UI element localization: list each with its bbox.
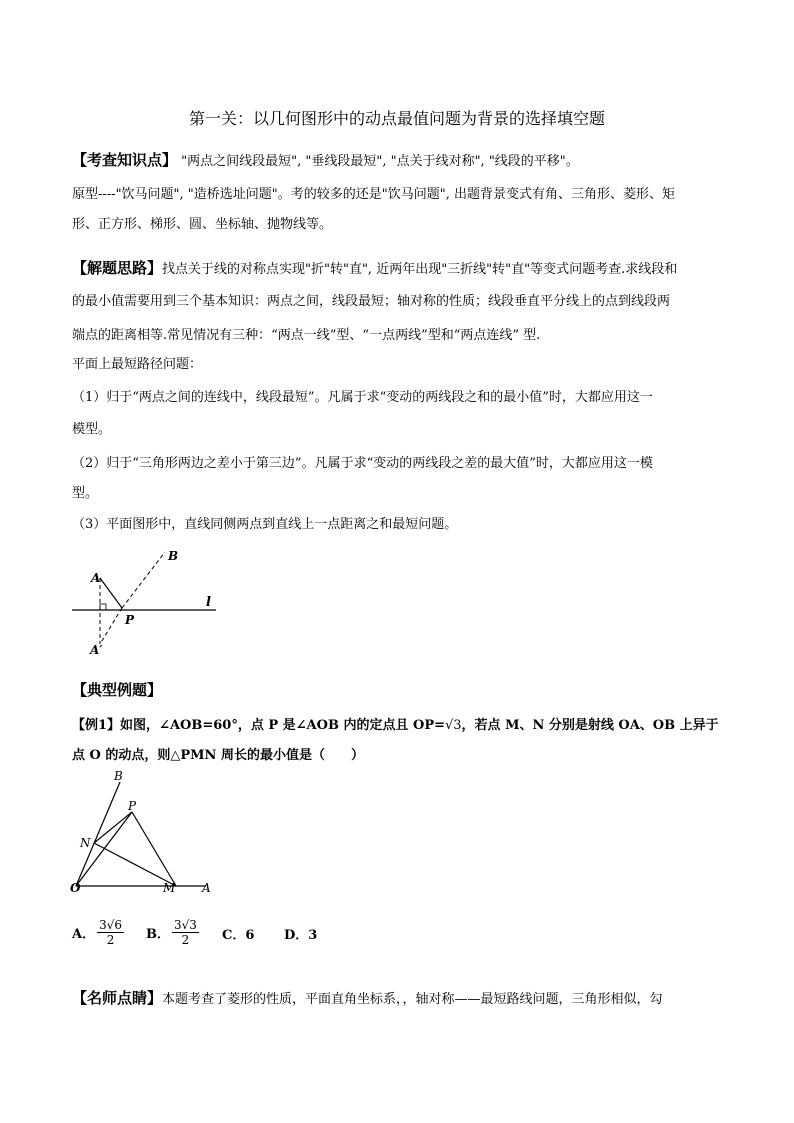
label-p: P (125, 613, 135, 627)
knowledge-line-2: 原型----"饮马问题", "造桥选址问题"。考的较多的还是"饮马问题", 出题背景变式有角、三角形、菱形、矩 (72, 187, 675, 202)
teacher-comment (72, 988, 732, 1010)
option-b-fraction (172, 918, 199, 947)
label-a: A (91, 571, 101, 585)
segment-pn (94, 812, 132, 843)
thinking-label: 【解题思路】 (72, 259, 163, 277)
thinking-line-3: 端点的距离相等.常见情况有三种：“两点一线”型、“一点两线”型和“两点连线” 型. (72, 328, 541, 343)
thinking-line-2: 的最小值需要用到三个基本知识：两点之间，线段最短；轴对称的性质；线段垂直平分线上的点到线段两 (72, 294, 671, 309)
teacher-text: 本题考查了菱形的性质，平面直角坐标系，，轴对称——最短路线问题，三角形相似，勾 (162, 992, 663, 1007)
thinking-item-2b: 型。 (72, 486, 99, 501)
segment-pb (122, 552, 165, 608)
label-o: O (70, 881, 81, 895)
label-b: B (168, 549, 179, 563)
option-d[interactable]: D．3 (284, 928, 318, 943)
right-angle-mark (100, 604, 106, 610)
option-c[interactable]: C．6 (222, 928, 255, 943)
option-a-numerator: 3√6 (99, 918, 123, 932)
option-a-denominator: 2 (106, 933, 115, 947)
page-title: 第一关：以几何图形中的动点最值问题为背景的选择填空题 (188, 109, 605, 128)
option-a-fraction (97, 918, 124, 947)
thinking-line-1 (72, 258, 732, 280)
thinking-text-1: 找点关于线的对称点实现"折"转"直", 近两年出现"三折线"转"直"等变式问题考查.求线段和 (162, 262, 678, 277)
option-b-label: B． (146, 927, 170, 942)
knowledge-label: 【考查知识点】 (72, 151, 178, 169)
example-1-line-2: 点 O 的动点，则△PMN 周长的最小值是（ ） (72, 748, 364, 763)
example-1-sqrt: √3 (444, 718, 462, 733)
thinking-item-3: （3）平面图形中，直线同侧两点到直线上一点距离之和最短问题。 (72, 517, 458, 532)
thinking-item-2a: （2）归于“三角形两边之差小于第三边”。凡属于求“变动的两线段之差的最大值”时，大都应用这一模 (72, 456, 653, 471)
option-a[interactable] (72, 918, 126, 947)
segment-ap (100, 578, 122, 608)
examples-label: 【典型例题】 (72, 681, 163, 699)
label-m: M (163, 881, 176, 895)
thinking-item-1a: （1）归于“两点之间的连线中，线段最短”。凡属于求“变动的两线段之和的最小值”时，大都应用这一 (72, 390, 653, 405)
teacher-label: 【名师点睛】 (72, 989, 163, 1007)
example-1-text-b: ，若点 M、N 分别是射线 OA、OB 上异于 (461, 718, 719, 733)
option-b-denominator: 2 (181, 933, 190, 947)
label-b: B (114, 769, 123, 783)
label-n: N (80, 836, 91, 850)
label-a-prime: A′ (90, 643, 103, 656)
knowledge-line-3: 形、正方形、梯形、圆、坐标轴、抛物线等。 (72, 217, 333, 232)
ray-ob (76, 782, 120, 886)
option-a-label: A． (72, 927, 96, 942)
example-1-tag: 【例1】 (72, 718, 121, 733)
segment-pa2 (100, 608, 122, 644)
knowledge-text: "两点之间线段最短", "垂线段最短", "点关于线对称", "线段的平移"。 (177, 154, 579, 169)
reflection-figure (70, 548, 230, 656)
thinking-line-4: 平面上最短路径问题： (72, 357, 203, 372)
knowledge-line-1 (72, 150, 732, 172)
label-a: A (202, 881, 211, 895)
label-l: l (206, 595, 211, 610)
angle-figure (68, 768, 228, 898)
option-b[interactable] (146, 918, 201, 947)
label-p: P (128, 799, 137, 813)
example-1-text-a: 如图，∠AOB=60°，点 P 是∠AOB 内的定点且 OP= (120, 718, 445, 733)
option-b-numerator: 3√3 (174, 918, 197, 932)
example-1-line-1 (72, 716, 732, 736)
thinking-item-1b: 模型。 (72, 422, 112, 437)
